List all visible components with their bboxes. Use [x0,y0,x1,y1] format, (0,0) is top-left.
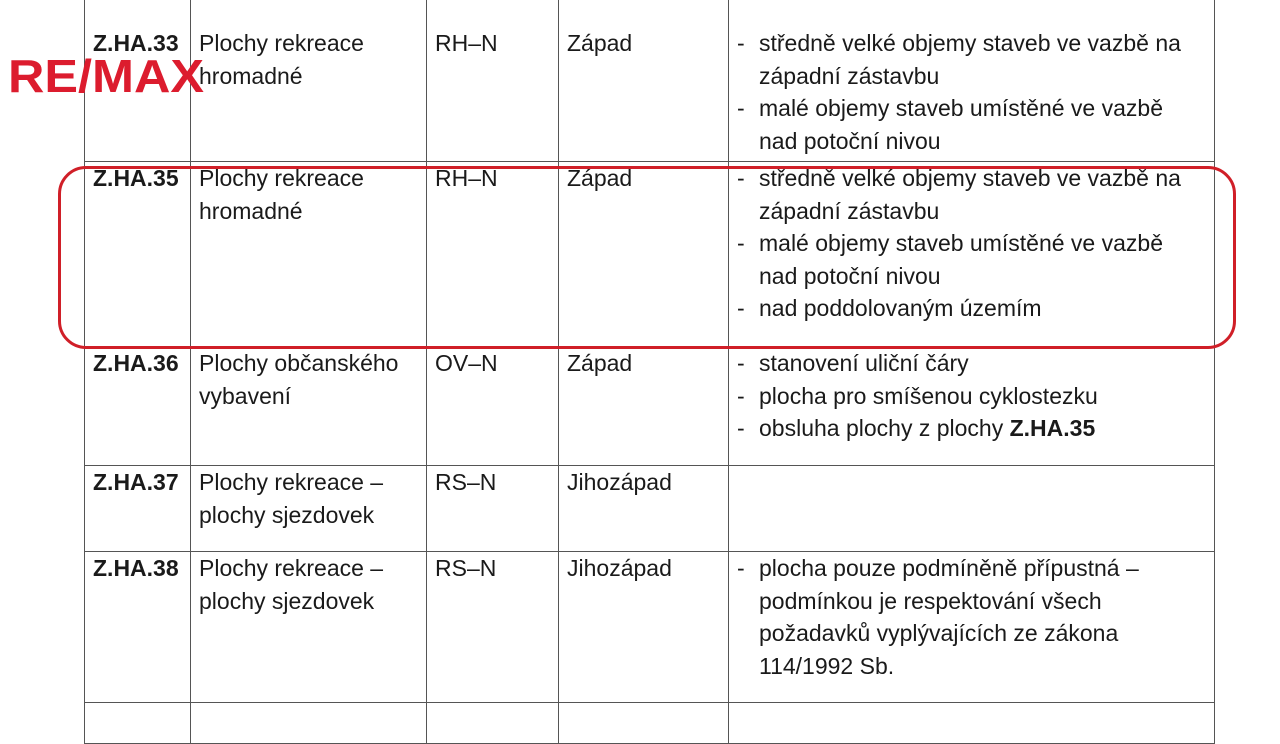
area-name: Plochy rekreace – plochy sjezdovek [191,466,427,552]
area-code: Z.HA.35 [85,162,191,347]
area-direction: Jihozápad [559,466,729,552]
area-name: Plochy rekreace hromadné [191,0,427,162]
area-notes [729,0,1215,162]
table-row [85,162,1215,347]
note-item: - malé objemy staveb umístěné ve vazbě nad potoční nivou [737,227,1206,292]
zoning-table-grid [84,0,1215,744]
area-type: RS–N [427,552,559,703]
remax-logo-icon [8,48,208,102]
note-item: - malé objemy staveb umístěné ve vazbě nad potoční nivou [737,92,1206,157]
empty-cell [191,703,427,744]
table-row [85,0,1215,162]
note-item: - středně velké objemy staveb ve vazbě na západní zástavbu [737,27,1206,92]
area-name: Plochy rekreace – plochy sjezdovek [191,552,427,703]
area-direction: Západ [559,162,729,347]
note-prefix: obsluha plochy z plochy [759,415,1010,441]
note-item: - středně velké objemy staveb ve vazbě na západní zástavbu [737,162,1206,227]
area-code: Z.HA.37 [85,466,191,552]
area-notes [729,466,1215,552]
note-item: - plocha pro smíšenou cyklostezku [737,380,1206,413]
area-notes [729,347,1215,466]
note-item: - plocha pouze podmíněně přípustná – podmínkou je respektování všech požadavků vyplývajících ze zákona 114/1992 Sb. [737,552,1206,682]
remax-logo [8,48,208,102]
area-type: RS–N [427,466,559,552]
area-code: Z.HA.33 [85,0,191,162]
zoning-table [84,0,1214,744]
logo-text: RE/MAX [8,50,205,102]
area-name: Plochy rekreace hromadné [191,162,427,347]
empty-cell [729,703,1215,744]
area-code: Z.HA.38 [85,552,191,703]
area-code: Z.HA.36 [85,347,191,466]
note-item: - nad poddolovaným územím [737,292,1206,325]
area-type: RH–N [427,0,559,162]
empty-cell [85,703,191,744]
table-row [85,552,1215,703]
area-direction: Západ [559,347,729,466]
area-name: Plochy občanského vybavení [191,347,427,466]
area-type: OV–N [427,347,559,466]
empty-cell [427,703,559,744]
empty-cell [559,703,729,744]
referenced-area-code: Z.HA.35 [1009,415,1096,441]
note-item: - stanovení uliční čáry [737,347,1206,380]
table-row [85,347,1215,466]
area-type: RH–N [427,162,559,347]
area-notes [729,552,1215,703]
area-direction: Jihozápad [559,552,729,703]
table-row [85,466,1215,552]
note-item-with-ref [737,412,1206,445]
area-direction: Západ [559,0,729,162]
table-row-partial [85,703,1215,744]
area-notes [729,162,1215,347]
